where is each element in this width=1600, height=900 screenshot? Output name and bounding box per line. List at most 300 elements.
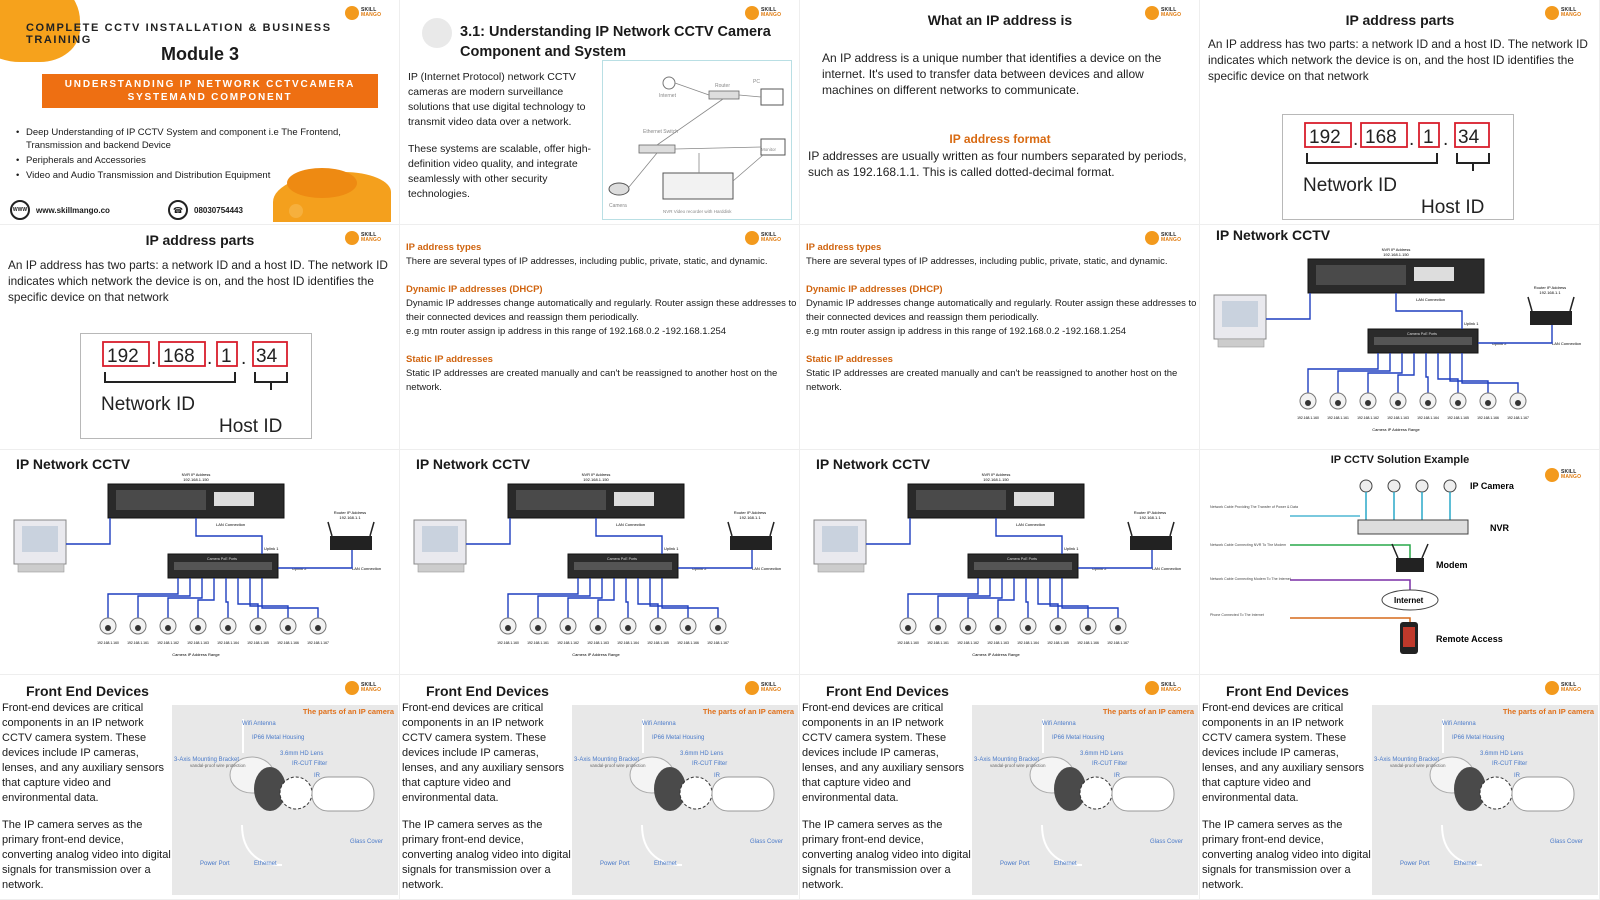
paragraph: Static IP addresses are created manually and can't be reassigned to another host on the network. — [406, 368, 778, 393]
sub-heading: IP address types — [406, 242, 482, 253]
nvr-panel — [1414, 267, 1454, 281]
monitor-label: Monitor — [761, 147, 777, 152]
slide-body — [802, 701, 974, 900]
lan-label: LAN Connection — [1016, 522, 1046, 527]
poe-label: Camera PoE Ports — [1407, 332, 1437, 336]
note-text: Phone Connected To The Internet — [1210, 613, 1264, 617]
lan-label: LAN Connection — [352, 566, 382, 571]
camera-ip-label: 192.168.1.161 — [1327, 416, 1349, 420]
slide-body — [402, 701, 574, 900]
dynamic-section — [406, 283, 798, 339]
nvr-ip-value: 192.168.1.150 — [583, 477, 609, 482]
router-ip-label: Router IP Address — [733, 510, 767, 515]
paragraph: The IP camera serves as the primary front-end device, converting analog video into digital signals for transmission over a network. — [2, 819, 171, 891]
camera-lens — [255, 625, 261, 631]
host-bracket — [1457, 153, 1489, 163]
camera-range-label: Camera IP Address Range — [1372, 427, 1420, 432]
camera-lens — [965, 625, 971, 631]
monitor-base — [418, 564, 464, 572]
topic-item: • Peripherals and Accessories — [16, 154, 376, 167]
slide-heading: Front End Devices — [26, 683, 149, 699]
brand-logo: SKILL MANGO — [745, 679, 791, 697]
banner-line: UNDERSTANDING IP NETWORK CCTVCAMERA — [64, 79, 356, 90]
slide-ip-parts[interactable] — [1200, 0, 1600, 225]
camera-lens — [1455, 400, 1461, 406]
network-diagram — [602, 60, 792, 220]
monitor-screen — [1222, 301, 1258, 327]
nvr-ip-label: NVR IP Address — [981, 472, 1011, 477]
slide-ip-types[interactable] — [400, 225, 800, 450]
camera-body-icon — [1112, 777, 1174, 811]
ip-diagram-svg — [1283, 115, 1515, 221]
camera-ip-label: 192.168.1.161 — [527, 641, 549, 645]
phone-contact[interactable] — [168, 200, 243, 220]
brand-logo: SKILL MANGO — [745, 4, 791, 22]
brand-logo: SKILL MANGO — [1145, 4, 1191, 22]
router-icon — [709, 91, 739, 99]
sub-heading: Static IP addresses — [806, 354, 893, 365]
slide-front-end[interactable] — [800, 675, 1200, 900]
nvr-panel — [614, 492, 654, 506]
ip-camera-parts-image — [1372, 705, 1598, 895]
camera-ip-label: 192.168.1.164 — [217, 641, 239, 645]
sub-heading: Static IP addresses — [406, 354, 493, 365]
camera-ip-label: 192.168.1.160 — [897, 641, 919, 645]
part-label: vandal-proof wire protection — [1390, 763, 1446, 768]
slide-body — [2, 701, 174, 900]
octet-dot: . — [207, 348, 213, 369]
slide-ip-network-cctv[interactable] — [0, 450, 400, 675]
camera-row — [1297, 393, 1529, 420]
poe-label: Camera PoE Ports — [1007, 557, 1037, 561]
network-bracket — [105, 372, 235, 382]
camera-parts-svg — [172, 705, 398, 895]
camera-lens — [1305, 400, 1311, 406]
camera-ip-label: 192.168.1.166 — [277, 641, 299, 645]
camera-ip-label: 192.168.1.162 — [957, 641, 979, 645]
connection-lines — [629, 83, 763, 187]
lan-label: LAN Connection — [752, 566, 782, 571]
topic-list — [16, 126, 376, 184]
camera-range-label: Camera IP Address Range — [172, 652, 220, 657]
camera-lens — [1115, 625, 1121, 631]
camera-ip-label: 192.168.1.162 — [557, 641, 579, 645]
ip-camera-parts-image — [172, 705, 398, 895]
net-diagram-svg — [1200, 245, 1600, 450]
camera-ip-label: 192.168.1.161 — [127, 641, 149, 645]
octet-dot: . — [1443, 129, 1449, 150]
uplink2-label: Uplink 2 — [292, 566, 307, 571]
nvr-ports — [916, 490, 1006, 510]
power-cable-icon — [1442, 825, 1482, 865]
part-label: IR — [1114, 773, 1120, 779]
slide-front-end[interactable] — [1200, 675, 1600, 900]
phone-screen — [1403, 627, 1415, 647]
octet-value: 168 — [1365, 127, 1397, 148]
camera-row — [497, 618, 729, 645]
octet-value: 34 — [1458, 127, 1480, 148]
power-cable-icon — [242, 825, 282, 865]
ip-parts-diagram — [80, 333, 312, 439]
part-label: IR-CUT Filter — [1492, 761, 1528, 767]
slide-heading: Front End Devices — [1226, 683, 1349, 699]
topic-item: • Video and Audio Transmission and Distribution Equipment — [16, 169, 376, 182]
poe-label: Camera PoE Ports — [607, 557, 637, 561]
ip-camera-row — [1360, 480, 1456, 492]
paragraph: An IP address is a unique number that identifies a device on the internet. It's used to transfer data between devices and allow machines on different networks to communicate. — [822, 51, 1162, 97]
part-label: Glass Cover — [350, 839, 384, 845]
slide-ip-network-cctv[interactable] — [1200, 225, 1600, 450]
camera-body-icon — [1512, 777, 1574, 811]
router-ip-value: 192.168.1.1 — [1139, 515, 1161, 520]
ip-camera-icon — [1416, 480, 1428, 492]
camera-row — [897, 618, 1129, 645]
slide-body — [1202, 701, 1374, 900]
paragraph: IP addresses are usually written as four numbers separated by periods, such as 192.168.1.1. This is called dotted-decimal format. — [808, 149, 1187, 179]
types-section — [806, 241, 1198, 269]
camera-lens — [685, 625, 691, 631]
pc-label: PC — [753, 79, 760, 85]
camera-ip-label: 192.168.1.166 — [1077, 641, 1099, 645]
cable-line — [1290, 618, 1410, 622]
nvr-panel — [1014, 492, 1054, 506]
uplink1-label: Uplink 1 — [1464, 321, 1479, 326]
camera-parts-svg — [572, 705, 798, 895]
router-ip-label: Router IP Address — [333, 510, 367, 515]
part-label: IP66 Metal Housing — [1052, 735, 1105, 741]
power-cable-icon — [642, 825, 682, 865]
part-label: Glass Cover — [1550, 839, 1584, 845]
paragraph: Front-end devices are critical components in an IP network CCTV camera system. These devices include IP cameras, lenses, and any auxiliary sensors that capture video and environmental data. — [802, 702, 965, 804]
note-text: Network Cable Connecting Modem To The Internet — [1210, 577, 1291, 581]
decor-circle — [422, 18, 452, 48]
camera-lens — [1395, 400, 1401, 406]
octet-dot: . — [1353, 129, 1359, 150]
camera-row — [97, 618, 329, 645]
paragraph: These systems are scalable, offer high-definition video quality, and integrate seamlessly with other security technologies. — [408, 143, 592, 200]
camera-icon — [609, 183, 629, 195]
camera-range-label: Camera IP Address Range — [572, 652, 620, 657]
part-label: Wifi Antenna — [642, 721, 676, 727]
lan-label: LAN Connection — [1416, 297, 1446, 302]
camera-ip-label: 192.168.1.160 — [97, 641, 119, 645]
slide-heading: 3.1: Understanding IP Network CCTV Camera Component and System — [460, 24, 771, 60]
part-label: vandal-proof wire protection — [990, 763, 1046, 768]
router-antenna — [328, 522, 374, 536]
cable-line — [1290, 580, 1410, 592]
ip-camera-label: IP Camera — [1470, 481, 1514, 491]
slide-front-end[interactable] — [0, 675, 400, 900]
camera-lens — [995, 625, 1001, 631]
camera-ip-label: 192.168.1.167 — [1107, 641, 1129, 645]
types-section — [406, 241, 798, 269]
part-label: IR — [714, 773, 720, 779]
note-text: Network Cable Connecting NVR To The Modem — [1210, 543, 1287, 547]
dynamic-section — [806, 283, 1198, 339]
host-bracket — [255, 372, 287, 382]
phone-number: 08030754443 — [194, 205, 243, 215]
camera-lens — [655, 625, 661, 631]
part-label: Power Port — [1000, 861, 1030, 867]
router-icon — [1530, 311, 1572, 325]
topic-item: • Deep Understanding of IP CCTV System and component i.e The Frontend, Transmission and backend Device — [16, 126, 376, 152]
octet-value: 168 — [163, 346, 195, 367]
nvr-ip-value: 192.168.1.150 — [183, 477, 209, 482]
camera-lens — [105, 625, 111, 631]
static-section — [806, 353, 1198, 395]
camera-cables — [508, 578, 718, 618]
sub-heading: Dynamic IP addresses (DHCP) — [406, 284, 543, 295]
modem-label: Modem — [1436, 560, 1468, 570]
uplink2-label: Uplink 2 — [1092, 566, 1107, 571]
ip-diagram-svg — [81, 334, 313, 440]
power-cable-icon — [1042, 825, 1082, 865]
router-ip-value: 192.168.1.1 — [739, 515, 761, 520]
camera-lens — [595, 625, 601, 631]
ip-parts-diagram — [1282, 114, 1514, 220]
modem-icon — [1396, 558, 1424, 572]
slide-heading: IP Network CCTV — [1216, 227, 1331, 243]
ip-camera-parts-image — [972, 705, 1198, 895]
camera-ip-label: 192.168.1.160 — [1297, 416, 1319, 420]
slide-ip-network-cctv[interactable] — [800, 450, 1200, 675]
image-title: The parts of an IP camera — [702, 707, 794, 716]
part-label: Power Port — [200, 861, 230, 867]
lan-label: LAN Connection — [1152, 566, 1182, 571]
camera-body-icon — [312, 777, 374, 811]
brand-logo: SKILL MANGO — [1545, 679, 1591, 697]
poe-ports — [974, 562, 1072, 570]
camera-cables — [1366, 492, 1450, 520]
camera-ip-label: 192.168.1.160 — [497, 641, 519, 645]
part-label: Wifi Antenna — [1442, 721, 1476, 727]
module-banner — [42, 74, 378, 108]
camera-lens — [905, 625, 911, 631]
poe-ports — [574, 562, 672, 570]
nvr-icon — [1358, 520, 1468, 534]
remote-access-label: Remote Access — [1436, 634, 1503, 644]
router-antenna — [728, 522, 774, 536]
camera-ip-label: 192.168.1.164 — [1417, 416, 1439, 420]
paragraph: Front-end devices are critical components in an IP network CCTV camera system. These devices include IP cameras, lenses, and any auxiliary sensors that capture video and environmental data. — [402, 702, 565, 804]
module-title: Module 3 — [160, 44, 239, 64]
part-label: IR-CUT Filter — [292, 761, 328, 767]
brand-logo: SKILL MANGO — [1145, 229, 1191, 247]
camera-lens — [195, 625, 201, 631]
camera-lens — [285, 625, 291, 631]
camera-parts-svg — [1372, 705, 1598, 895]
camera-ip-label: 192.168.1.163 — [187, 641, 209, 645]
part-label: 3-Axis Mounting Bracket — [174, 757, 240, 763]
image-title: The parts of an IP camera — [1502, 707, 1594, 716]
nvr-ip-label: NVR IP Address — [1381, 247, 1411, 252]
part-label: Ethernet — [654, 861, 677, 867]
paragraph: Front-end devices are critical components in an IP network CCTV camera system. These devices include IP cameras, lenses, and any auxiliary sensors that capture video and environmental data. — [2, 702, 165, 804]
course-title: COMPLETE CCTV INSTALLATION & BUSINESS TRAINING — [26, 22, 332, 46]
camera-ip-label: 192.168.1.163 — [1387, 416, 1409, 420]
paragraph: e.g mtn router assign ip address in this range of 192.168.0.2 -192.168.1.254 — [806, 326, 1127, 337]
camera-lens — [1085, 625, 1091, 631]
ip-camera-icon — [1444, 480, 1456, 492]
part-label: 3-Axis Mounting Bracket — [1374, 757, 1440, 763]
paragraph: An IP address has two parts: a network ID and a host ID. The network ID indicates which network the device is on, and the host ID identifies the specific device on that network — [8, 258, 388, 304]
slide-heading: What an IP address is — [927, 12, 1073, 28]
website-link[interactable]: www.skillmango.co — [36, 205, 110, 215]
lan-label: LAN Connection — [616, 522, 646, 527]
slide-3-1[interactable] — [400, 0, 800, 225]
camera-ip-label: 192.168.1.167 — [307, 641, 329, 645]
part-label: Ethernet — [1054, 861, 1077, 867]
brand-logo: SKILL MANGO — [745, 229, 791, 247]
nvr-panel — [214, 492, 254, 506]
slide-heading: Front End Devices — [826, 683, 949, 699]
monitor-base — [1218, 339, 1264, 347]
router-icon — [1130, 536, 1172, 550]
decor-blob — [289, 204, 303, 218]
camera-lens — [535, 625, 541, 631]
camera-ip-label: 192.168.1.166 — [677, 641, 699, 645]
ir-ring-icon — [1480, 777, 1512, 809]
camera-lens — [165, 625, 171, 631]
part-label: IR — [314, 773, 320, 779]
slide-ip-types[interactable] — [800, 225, 1200, 450]
monitor-screen — [422, 526, 458, 552]
octet-value: 34 — [256, 346, 278, 367]
globe-icon: WWW — [10, 200, 30, 220]
camera-lens — [1335, 400, 1341, 406]
camera-cables — [1308, 353, 1518, 393]
camera-cables — [908, 578, 1118, 618]
part-label: Power Port — [600, 861, 630, 867]
camera-label: Camera — [609, 203, 627, 209]
uplink2-label: Uplink 2 — [1492, 341, 1507, 346]
camera-ip-label: 192.168.1.161 — [927, 641, 949, 645]
camera-ip-label: 192.168.1.164 — [1017, 641, 1039, 645]
camera-lens — [225, 625, 231, 631]
part-label: Wifi Antenna — [1042, 721, 1076, 727]
nvr-ports — [516, 490, 606, 510]
slide-title[interactable] — [0, 0, 400, 225]
sub-heading: IP address format — [949, 132, 1051, 146]
part-label: Ethernet — [1454, 861, 1477, 867]
octet-value: 1 — [1423, 127, 1434, 148]
part-label: 3.6mm HD Lens — [1080, 751, 1124, 757]
monitor-screen — [22, 526, 58, 552]
camera-lens — [625, 625, 631, 631]
camera-lens — [1425, 400, 1431, 406]
part-label: Power Port — [1400, 861, 1430, 867]
ip-camera-icon — [1388, 480, 1400, 492]
paragraph: The IP camera serves as the primary front-end device, converting analog video into digital signals for transmission over a network. — [402, 819, 571, 891]
router-icon — [730, 536, 772, 550]
uplink2-label: Uplink 2 — [692, 566, 707, 571]
camera-lens — [565, 625, 571, 631]
slide-ip-network-cctv[interactable] — [400, 450, 800, 675]
camera-lens — [315, 625, 321, 631]
nvr-ip-value: 192.168.1.150 — [983, 477, 1009, 482]
slide-ip-parts[interactable] — [0, 225, 400, 450]
paragraph: An IP address has two parts: a network ID and a host ID. The network ID indicates which network the device is on, and the host ID identifies the specific device on that network — [1208, 37, 1588, 83]
router-antenna — [1528, 297, 1574, 311]
paragraph: There are several types of IP addresses, including public, private, static, and dynamic. — [806, 256, 1168, 267]
brand-logo: SKILL MANGO — [1545, 4, 1591, 22]
slide-front-end[interactable] — [400, 675, 800, 900]
sub-heading: IP address types — [806, 242, 882, 253]
paragraph: IP (Internet Protocol) network CCTV cameras are modern surveillance solutions that use digital technology to transmit video data over a network. — [408, 71, 586, 128]
part-label: IP66 Metal Housing — [652, 735, 705, 741]
ir-ring-icon — [280, 777, 312, 809]
router-ip-value: 192.168.1.1 — [1539, 290, 1561, 295]
brand-logo: SKILL MANGO — [345, 229, 391, 247]
camera-lens — [505, 625, 511, 631]
nvr-label: NVR — [1490, 523, 1510, 533]
poe-label: Camera PoE Ports — [207, 557, 237, 561]
monitor-screen — [822, 526, 858, 552]
net-diagram-svg — [0, 470, 400, 675]
part-label: 3-Axis Mounting Bracket — [574, 757, 640, 763]
nvr-label: NVR Video recorder with Harddisk — [663, 209, 732, 214]
part-label: Ethernet — [254, 861, 277, 867]
slide-heading: IP address parts — [1345, 12, 1455, 28]
brand-logo: SKILL MANGO — [1545, 466, 1591, 484]
paragraph: The IP camera serves as the primary front-end device, converting analog video into digital signals for transmission over a network. — [802, 819, 971, 891]
part-label: IR-CUT Filter — [692, 761, 728, 767]
net-diagram-svg — [400, 470, 800, 675]
ir-ring-icon — [1080, 777, 1112, 809]
paragraph: Dynamic IP addresses change automatically and regularly. Router assign these addresses to their connected devices and reassign them periodically. — [806, 298, 1197, 323]
octet-value: 1 — [221, 346, 232, 367]
slide-heading: IP address parts — [145, 232, 255, 248]
paragraph: The IP camera serves as the primary front-end device, converting analog video into digital signals for transmission over a network. — [1202, 819, 1371, 891]
slide-heading: IP Network CCTV — [16, 456, 131, 472]
image-title: The parts of an IP camera — [1102, 707, 1194, 716]
network-id-label: Network ID — [101, 394, 195, 415]
slide-heading: IP Network CCTV — [416, 456, 531, 472]
camera-lens — [1485, 400, 1491, 406]
camera-ip-label: 192.168.1.165 — [1447, 416, 1469, 420]
network-bracket — [1307, 153, 1437, 163]
camera-body-icon — [712, 777, 774, 811]
host-id-label: Host ID — [1421, 197, 1485, 218]
router-ip-value: 192.168.1.1 — [339, 515, 361, 520]
octet-dot: . — [241, 348, 247, 369]
uplink1-label: Uplink 1 — [264, 546, 279, 551]
paragraph: There are several types of IP addresses, including public, private, static, and dynamic. — [406, 256, 768, 267]
poe-ports — [1374, 337, 1472, 345]
camera-ip-label: 192.168.1.163 — [987, 641, 1009, 645]
part-label: 3.6mm HD Lens — [1480, 751, 1524, 757]
pc-icon — [761, 89, 783, 105]
nvr-icon — [663, 173, 733, 199]
website-contact[interactable] — [10, 200, 110, 220]
slide-solution-example[interactable] — [1200, 450, 1600, 675]
slide-what-ip[interactable] — [800, 0, 1200, 225]
router-label: Router — [715, 83, 731, 89]
octet-value: 192 — [107, 346, 139, 367]
camera-ip-label: 192.168.1.165 — [1047, 641, 1069, 645]
brand-logo: SKILL MANGO — [345, 4, 391, 22]
network-id-label: Network ID — [1303, 175, 1397, 196]
camera-ip-label: 192.168.1.165 — [647, 641, 669, 645]
ip-camera-parts-image — [572, 705, 798, 895]
camera-lens — [1025, 625, 1031, 631]
part-label: Glass Cover — [1150, 839, 1184, 845]
part-label: IR-CUT Filter — [1092, 761, 1128, 767]
internet-icon — [663, 77, 675, 89]
net-diagram-svg — [800, 470, 1200, 675]
camera-ip-label: 192.168.1.164 — [617, 641, 639, 645]
banner-line: SYSTEMAND COMPONENT — [127, 92, 293, 103]
